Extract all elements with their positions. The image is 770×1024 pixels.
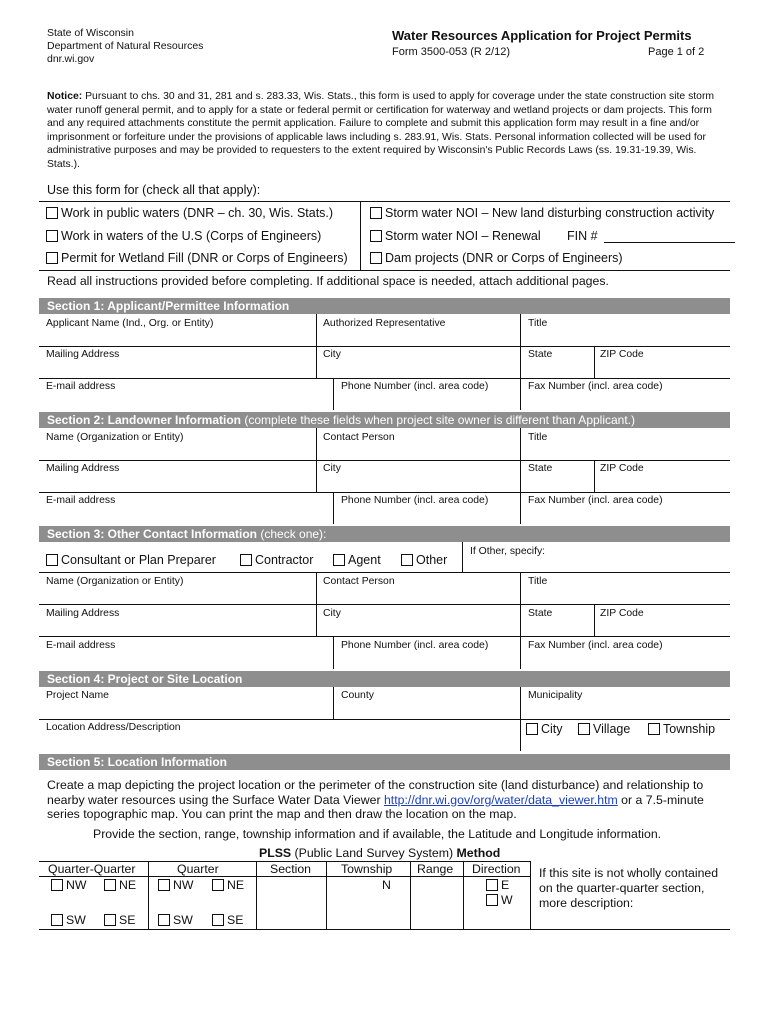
option-label: Work in public waters (DNR – ch. 30, Wis. Stats.) <box>61 206 334 220</box>
municipality-label: Municipality <box>528 690 583 701</box>
checkbox[interactable] <box>212 879 224 891</box>
option-label: Consultant or Plan Preparer <box>61 553 216 567</box>
rule <box>326 861 327 929</box>
qq-sw[interactable] <box>51 913 86 927</box>
col-quarter: Quarter <box>177 862 219 876</box>
rule <box>333 636 334 669</box>
option-label: SW <box>173 913 193 927</box>
section-3-header <box>39 526 730 542</box>
rule <box>39 270 730 271</box>
contact-person-label: Contact Person <box>323 576 395 587</box>
rule <box>360 201 361 270</box>
option-contractor[interactable] <box>240 553 313 567</box>
checkbox[interactable] <box>212 914 224 926</box>
rule <box>39 201 730 202</box>
rule <box>39 636 730 637</box>
q-nw[interactable] <box>158 878 194 892</box>
rule <box>39 460 730 461</box>
direction-w[interactable] <box>486 893 513 907</box>
phone-label: Phone Number (incl. area code) <box>341 495 489 506</box>
option-township[interactable] <box>648 722 715 736</box>
state-label: State <box>528 349 553 360</box>
option-label: SE <box>119 913 136 927</box>
rule <box>39 572 730 573</box>
option-label: Agent <box>348 553 381 567</box>
map-instructions <box>47 778 727 822</box>
option-label: W <box>501 893 513 907</box>
method-label: Method <box>456 846 501 860</box>
page-number: Page 1 of 2 <box>648 46 705 58</box>
authorized-rep-label: Authorized Representative <box>323 318 446 329</box>
rule <box>594 604 595 636</box>
rule <box>520 572 521 669</box>
option-agent[interactable] <box>333 553 381 567</box>
option-label: NE <box>119 878 137 892</box>
option-wetland-fill[interactable] <box>46 251 348 265</box>
fax-label: Fax Number (incl. area code) <box>528 495 663 506</box>
checkbox[interactable] <box>333 554 345 566</box>
zip-label: ZIP Code <box>600 463 644 474</box>
rule <box>594 460 595 492</box>
phone-label: Phone Number (incl. area code) <box>341 640 489 651</box>
rule <box>256 861 257 929</box>
option-public-waters[interactable] <box>46 206 333 220</box>
rule <box>39 378 730 379</box>
fax-label: Fax Number (incl. area code) <box>528 640 663 651</box>
checkbox[interactable] <box>46 207 58 219</box>
col-range: Range <box>417 862 454 876</box>
surface-water-viewer-link[interactable]: http://dnr.wi.gov/org/water/data_viewer.htm <box>383 792 618 807</box>
checkbox[interactable] <box>370 252 382 264</box>
agency-state: State of Wisconsin <box>47 27 134 39</box>
mailing-label: Mailing Address <box>46 608 120 619</box>
option-label: Contractor <box>255 553 314 567</box>
checkbox[interactable] <box>240 554 252 566</box>
rule <box>39 346 730 347</box>
option-label: Dam projects (DNR or Corps of Engineers) <box>385 251 623 265</box>
township-n-value: N <box>382 878 391 892</box>
qq-ne[interactable] <box>104 878 136 892</box>
option-label: E <box>501 878 510 892</box>
use-form-prompt: Use this form for (check all that apply): <box>47 183 261 197</box>
q-se[interactable] <box>212 913 243 927</box>
checkbox[interactable] <box>526 723 538 735</box>
option-other[interactable] <box>401 553 447 567</box>
if-other-label: If Other, specify: <box>470 546 546 557</box>
col-direction: Direction <box>472 862 521 876</box>
qq-nw[interactable] <box>51 878 87 892</box>
option-label: Village <box>593 722 631 736</box>
plss-heading <box>259 846 500 860</box>
plss-label: PLSS <box>259 846 292 860</box>
checkbox[interactable] <box>401 554 413 566</box>
option-label: SE <box>227 913 244 927</box>
q-sw[interactable] <box>158 913 193 927</box>
option-storm-new[interactable] <box>370 206 714 220</box>
section-1-header: Section 1: Applicant/Permittee Information <box>39 298 730 314</box>
title-label: Title <box>528 432 548 443</box>
section-5-header: Section 5: Location Information <box>39 754 730 770</box>
option-label: SW <box>66 913 86 927</box>
email-label: E-mail address <box>46 495 116 506</box>
mailing-label: Mailing Address <box>46 463 120 474</box>
state-label: State <box>528 463 553 474</box>
notice-label: Notice: <box>47 91 83 102</box>
option-corps[interactable] <box>46 229 321 243</box>
checkbox[interactable] <box>648 723 660 735</box>
col-township: Township <box>341 862 393 876</box>
checkbox[interactable] <box>370 207 382 219</box>
section-4-header: Section 4: Project or Site Location <box>39 671 730 687</box>
option-village[interactable] <box>578 722 630 736</box>
section-3-title: Section 3: Other Contact Information <box>47 527 258 541</box>
zip-label: ZIP Code <box>600 608 644 619</box>
option-label: NW <box>173 878 194 892</box>
map-text-1: Create a map depicting the project location or the perimeter of the construction site (land disturbance) and relationship to nearby water resources using the Surface Water Data Viewer <box>47 778 704 807</box>
checkbox[interactable] <box>104 914 116 926</box>
email-label: E-mail address <box>46 640 116 651</box>
option-dam[interactable] <box>370 251 623 265</box>
rule <box>530 861 531 929</box>
title-label: Title <box>528 318 548 329</box>
checkbox[interactable] <box>486 894 498 906</box>
checkbox[interactable] <box>46 252 58 264</box>
checkbox[interactable] <box>104 879 116 891</box>
section-2-title: Section 2: Landowner Information <box>47 413 242 427</box>
not-wholly-contained-note: If this site is not wholly contained on the quarter-quarter section, more description: <box>539 866 719 910</box>
checkbox[interactable] <box>46 230 58 242</box>
mailing-label: Mailing Address <box>46 349 120 360</box>
option-label: NW <box>66 878 87 892</box>
email-label: E-mail address <box>46 381 116 392</box>
city-label: City <box>323 463 341 474</box>
q-ne[interactable] <box>212 878 244 892</box>
option-city[interactable] <box>526 722 563 736</box>
rule <box>520 314 521 410</box>
option-consultant[interactable] <box>46 553 216 567</box>
title-label: Title <box>528 576 548 587</box>
rule <box>39 876 530 877</box>
checkbox[interactable] <box>158 914 170 926</box>
agency-website: dnr.wi.gov <box>47 53 95 65</box>
contact-name-label: Name (Organization or Entity) <box>46 576 184 587</box>
rule <box>462 542 463 572</box>
option-label: Other <box>416 553 448 567</box>
checkbox[interactable] <box>158 879 170 891</box>
provide-info-text: Provide the section, range, township information and if available, the Latitude and Longitude information. <box>93 827 662 841</box>
city-label: City <box>323 349 341 360</box>
rule <box>463 861 464 929</box>
landowner-name-label: Name (Organization or Entity) <box>46 432 184 443</box>
county-label: County <box>341 690 374 701</box>
col-quarter-quarter: Quarter-Quarter <box>48 862 136 876</box>
plss-desc: (Public Land Survey System) <box>291 846 457 860</box>
project-name-label: Project Name <box>46 690 109 701</box>
fax-label: Fax Number (incl. area code) <box>528 381 663 392</box>
notice-text: Pursuant to chs. 30 and 31, 281 and s. 283.33, Wis. Stats., this form is used to apply for coverage under the state construction site storm water runoff general permit, and to apply for a state or federal permit or certification for waterway and wetland projects or dam projects. This form and any required attachments constitute the permit application. Failure to complete and submit this application form may result in a fine and/or imprisonment or forfeiture under the provisions of applicable laws including s. 283.91, Wis. Stats. Personal information collected will be used for administrative purposes and may be provided to requesters to the extent required by Wisconsin's Public Records Laws (ss. 19.31-19.39, Wis. Stats.). <box>47 91 715 170</box>
option-label: Work in waters of the U.S (Corps of Engineers) <box>61 229 322 243</box>
direction-e[interactable] <box>486 878 509 892</box>
col-section: Section <box>270 862 312 876</box>
fin-input[interactable] <box>604 242 735 243</box>
checkbox[interactable] <box>370 230 382 242</box>
zip-label: ZIP Code <box>600 349 644 360</box>
section-3-note: (check one): <box>257 527 327 541</box>
map-text-2: or a 7.5-minute series topographic map. You can print the map and then draw the location on the map. <box>47 792 704 821</box>
applicant-name-label: Applicant Name (Ind., Org. or Entity) <box>46 318 214 329</box>
fin-label: FIN # <box>567 229 598 243</box>
rule <box>333 378 334 410</box>
option-label: Township <box>663 722 716 736</box>
option-label: Storm water NOI – Renewal <box>385 229 541 243</box>
section-2-header <box>39 412 730 428</box>
option-label: City <box>541 722 563 736</box>
option-storm-renewal[interactable] <box>370 229 541 243</box>
form-title: Water Resources Application for Project Permits <box>392 28 692 43</box>
location-label: Location Address/Description <box>46 722 181 733</box>
option-label: Storm water NOI – New land disturbing construction activity <box>385 206 715 220</box>
rule <box>594 346 595 378</box>
option-label: Permit for Wetland Fill (DNR or Corps of Engineers) <box>61 251 348 265</box>
checkbox[interactable] <box>486 879 498 891</box>
rule <box>333 492 334 524</box>
rule <box>39 929 730 930</box>
agency-block <box>47 27 203 66</box>
rule <box>39 492 730 493</box>
form-number: Form 3500-053 (R 2/12) <box>392 46 510 58</box>
checkbox[interactable] <box>51 879 63 891</box>
rule <box>39 604 730 605</box>
instructions-note: Read all instructions provided before completing. If additional space is needed, attach additional pages. <box>47 274 609 288</box>
qq-se[interactable] <box>104 913 135 927</box>
rule <box>333 687 334 719</box>
city-label: City <box>323 608 341 619</box>
phone-label: Phone Number (incl. area code) <box>341 381 489 392</box>
notice-paragraph <box>47 90 727 172</box>
checkbox[interactable] <box>51 914 63 926</box>
rule <box>410 861 411 929</box>
state-label: State <box>528 608 553 619</box>
rule <box>148 861 149 929</box>
rule <box>520 428 521 524</box>
agency-department: Department of Natural Resources <box>47 40 204 52</box>
checkbox[interactable] <box>578 723 590 735</box>
section-2-note: (complete these fields when project site owner is different than Applicant.) <box>241 413 636 427</box>
option-label: NE <box>227 878 245 892</box>
checkbox[interactable] <box>46 554 58 566</box>
rule <box>39 719 730 720</box>
contact-label: Contact Person <box>323 432 395 443</box>
